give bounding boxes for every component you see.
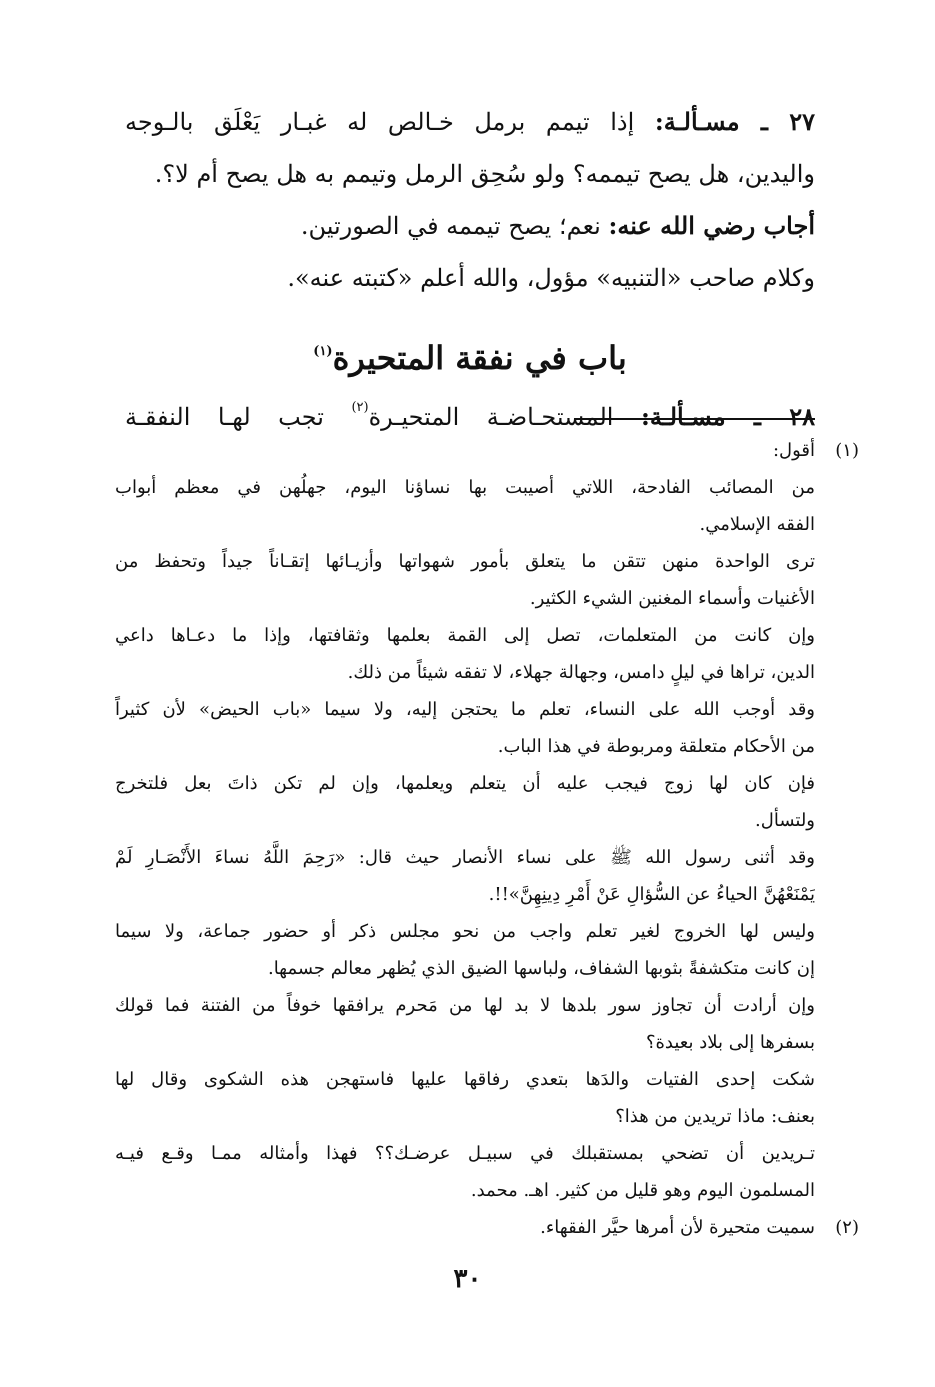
- footnote-line: ولتسأل.: [755, 810, 815, 831]
- footnote-line: وليس لها الخروج لغير تعلم واجب من نحو مجلس ذكر أو حضور جماعة، ولا سيما: [115, 921, 815, 942]
- footnote-line: ترى الواحدة منهن تتقن ما يتعلق بأمور شهواتها وأزيـائها إتقـاناً جيداً وتحفظ من: [115, 551, 815, 572]
- q27-comment: وكلام صاحب «التنبيه» مؤول، والله أعلم «كتبته عنه».: [287, 264, 815, 292]
- q27-number: ٢٧ ـ مسـألـة:: [654, 107, 815, 136]
- footnote-line: المسلمون اليوم وهو قليل من كثير. اهـ. محمد.: [470, 1180, 815, 1201]
- answer-label: أجاب رضي الله عنه:: [608, 211, 815, 240]
- footnotes: [115, 432, 859, 1246]
- footnote-2-mark: (٢): [835, 1217, 859, 1238]
- footnote-1-mark: (١): [835, 440, 859, 461]
- footnote-line: الدين، تراها في ليلٍ دامس، وجهالة جهلاء، لا تفقه شيئاً من ذلك.: [347, 662, 815, 683]
- footnote-line: وإن كانت من المتعلمات، تصل إلى القمة بعلمها وثقافتها، وإذا ما دعـاها داعي: [115, 625, 815, 646]
- footnote-divider: [575, 418, 815, 420]
- footnote-line: الأغنيات وأسماء المغنين الشيء الكثير.: [529, 588, 815, 609]
- footnote-line: من المصائب الفادحة، اللاتي أصيبت بها نساؤنا اليوم، جهلُهن في معظم أبواب: [115, 477, 815, 498]
- footnote-line: تـريدين أن تضحي بمستقبلك في سبيـل عرضـك؟؟ فهذا وأمثاله ممـا وقـع فيـه: [115, 1143, 815, 1164]
- q27-line-2: واليدين، هل يصح تيممه؟ ولو سُحِق الرمل وتيمم به هل يصح أم لا؟.: [154, 160, 815, 188]
- footnote-line: بسفرها إلى بلاد بعيدة؟: [645, 1032, 815, 1053]
- q28-footnote-ref: (٢): [351, 400, 369, 415]
- footnote-line: شكت إحدى الفتيات والدَها بتعدي رفاقها عليها فاستهجن هذه الشكوى وقال لها: [115, 1069, 815, 1090]
- chapter-title: [125, 322, 815, 382]
- q28-text-b: تجب لهـا النفقـة: [125, 403, 324, 431]
- answer-text: نعم؛ يصح تيممه في الصورتين.: [300, 212, 601, 240]
- footnote-line: فإن كان لها زوج فيجب عليه أن يتعلم ويعلمها، وإن لم تكن ذاتَ بعل فلتخرج: [115, 773, 815, 794]
- footnote-line: أقول:: [772, 440, 815, 461]
- footnote-line: وقد أثنى رسول الله ﷺ على نساء الأنصار حيث قال: «رَحِمَ اللَّهُ نساءَ الأَنْصَـارِ لَمْ: [115, 847, 815, 868]
- footnote-line: الفقه الإسلامي.: [699, 514, 815, 535]
- chapter-footnote-ref: (١): [313, 344, 333, 359]
- chapter-title-text: باب في نفقة المتحيرة: [332, 339, 627, 377]
- page-number: ٣٠: [453, 1264, 482, 1294]
- q27-answer-line: [125, 200, 815, 252]
- q28-text-a: المستحـاضـة المتحيـرة: [368, 403, 614, 431]
- footnote-2-text: سميت متحيرة لأن أمرها حيَّر الفقهاء.: [540, 1217, 815, 1238]
- q27-line-1: [125, 96, 815, 148]
- main-text: [125, 96, 815, 434]
- q28-line: [125, 382, 815, 434]
- footnote-line: يَمْنَعْهُنَّ الحياءُ عن السُّؤالِ عَنْ أَمْرِ دِينِهِنَّ»!!.: [488, 884, 815, 905]
- footnote-line: إن كانت متكشفةً بثوبها الشفاف، ولباسها الضيق الذي يُظهر معالم جسمها.: [267, 958, 815, 979]
- footnote-line: وإن أرادت أن تجاوز سور بلدها لا بد لها من مَحرم يرافقها خوفاً من الفتنة فما قولك: [115, 995, 815, 1016]
- footnote-line: وقد أوجب الله على النساء، تعلم ما يحتجن إليه، ولا سيما «باب الحيض» لأن كثيراً: [115, 699, 815, 720]
- footnote-line: من الأحكام متعلقة ومربوطة في هذا الباب.: [497, 736, 815, 757]
- q28-number: ٢٨ ـ مسـألـة:: [640, 402, 815, 431]
- footnote-line: بعنف: ماذا تريدين من هذا؟: [615, 1106, 815, 1127]
- q27-text-1: إذا تيمم برمل خـالص له غبـار يَعْلَق بالـوجه: [125, 108, 635, 136]
